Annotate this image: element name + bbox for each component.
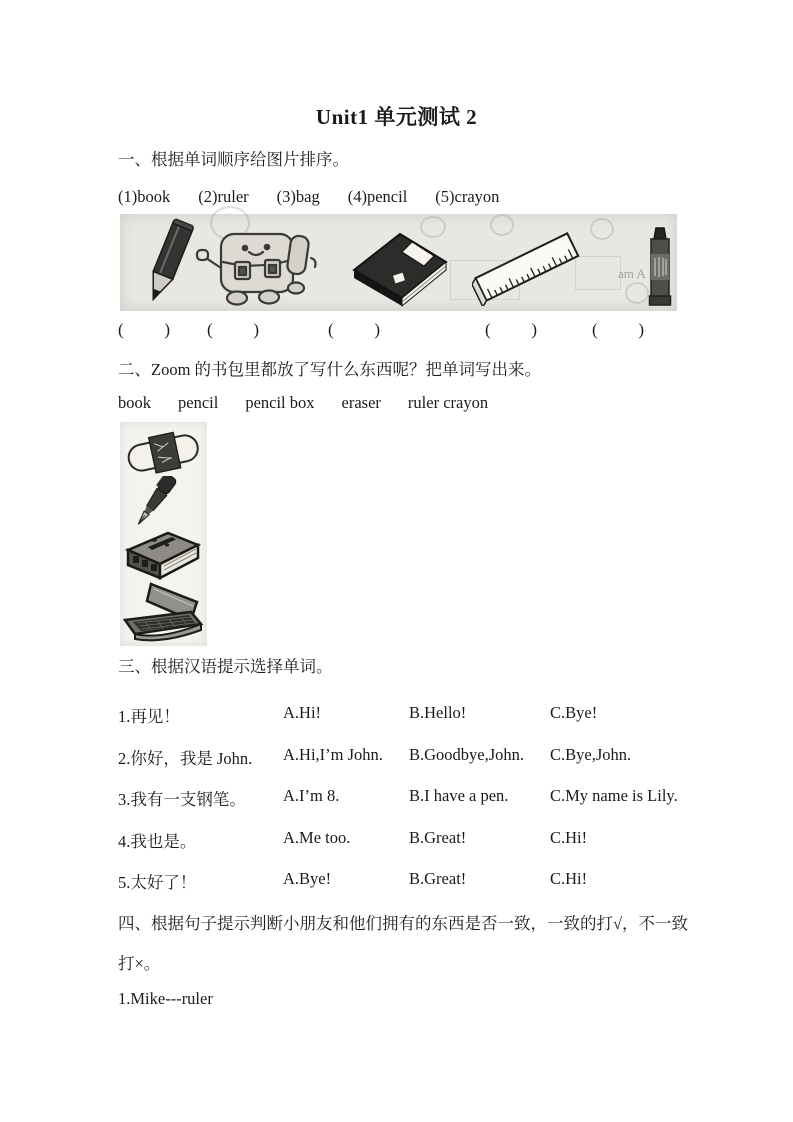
- paren-close: ): [531, 320, 537, 339]
- section3-heading: 三、根据汉语提示选择单词。: [118, 657, 333, 676]
- word-item-3: (3)bag: [276, 187, 320, 206]
- question-1-option-b: B.Hello!: [409, 703, 467, 722]
- paren-close: ): [374, 320, 380, 339]
- word-item-5: (5)crayon: [435, 187, 500, 206]
- section1-word-list: [118, 187, 499, 207]
- answer-slot-1: [118, 320, 170, 340]
- bank-word-5: ruler crayon: [407, 393, 489, 412]
- paren-close: ): [253, 320, 259, 339]
- answer-slot-5: [592, 320, 644, 340]
- section2-heading: 二、Zoom 的书包里都放了写什么东西呢？把单词写出来。: [118, 360, 542, 379]
- schoolbag-image: [193, 218, 321, 308]
- section4-item-1: 1.Mike---ruler: [118, 989, 213, 1008]
- watermark-shape: [590, 218, 614, 240]
- question-1-option-c: C.Bye!: [550, 703, 598, 722]
- book-image: [342, 226, 457, 308]
- paren-open: (: [485, 320, 491, 339]
- bank-word-4: eraser: [341, 393, 381, 412]
- answer-slot-2: [207, 320, 259, 340]
- bank-word-3: pencil box: [245, 393, 315, 412]
- paren-open: (: [118, 320, 124, 339]
- watermark-text-ama: am A: [618, 266, 646, 281]
- question-2: 2.你好，我是 John.: [118, 748, 253, 768]
- question-5-option-b: B.Great!: [409, 869, 467, 888]
- question-5-option-c: C.Hi!: [550, 869, 588, 888]
- paren-close: ): [164, 320, 170, 339]
- bag-items-strip: [120, 422, 207, 646]
- paren-open: (: [592, 320, 598, 339]
- paren-open: (: [207, 320, 213, 339]
- question-4-option-a: A.Me too.: [283, 827, 351, 847]
- answer-slot-row: [0, 320, 793, 344]
- question-2-option-c: C.Bye,John.: [550, 744, 632, 764]
- paren-open: (: [328, 320, 334, 339]
- question-4-option-b: B.Great!: [409, 827, 467, 847]
- question-2-option-a: A.Hi,I’m John.: [283, 744, 383, 764]
- question-4-option-c: C.Hi!: [550, 827, 588, 847]
- ruler-image: [472, 228, 584, 306]
- answer-slot-3: [328, 320, 380, 340]
- section4-heading-line1: 四、根据句子提示判断小朋友和他们拥有的东西是否一致，一致的打√，不一致: [118, 914, 689, 933]
- crayon-image: [646, 226, 674, 310]
- answer-slot-4: [485, 320, 537, 340]
- question-5-option-a: A.Bye!: [283, 869, 332, 888]
- section1-heading: 一、根据单词顺序给图片排序。: [118, 150, 349, 169]
- question-3-option-c: C.My name is Lily.: [550, 786, 678, 805]
- paren-close: ): [638, 320, 644, 339]
- question-5: 5.太好了！: [118, 873, 197, 892]
- word-item-1: (1)book: [118, 187, 171, 206]
- pen-image: [126, 476, 184, 530]
- pencil-box-image: [122, 528, 204, 580]
- eraser-image: [124, 428, 202, 476]
- section4-heading-line2: 打×。: [118, 954, 161, 973]
- question-3: 3.我有一支钢笔。: [118, 790, 246, 809]
- bank-word-2: pencil: [178, 393, 219, 412]
- word-item-2: (2)ruler: [198, 187, 249, 206]
- question-3-option-b: B.I have a pen.: [409, 786, 509, 805]
- page-title: Unit1 单元测试 2: [315, 105, 478, 129]
- question-1-option-a: A.Hi!: [283, 703, 322, 722]
- bank-word-1: book: [118, 393, 151, 412]
- question-2-option-b: B.Goodbye,John.: [409, 744, 525, 764]
- section3-choice-table: [118, 703, 680, 911]
- picture-strip: [120, 214, 677, 311]
- section2-word-bank: [118, 393, 488, 413]
- question-4: 4.我也是。: [118, 831, 197, 851]
- word-item-4: (4)pencil: [347, 187, 408, 206]
- pencil-image: [138, 218, 196, 310]
- question-1: 1.再见！: [118, 707, 180, 726]
- pencil-case-image: [121, 582, 206, 642]
- question-3-option-a: A.I’m 8.: [283, 786, 340, 805]
